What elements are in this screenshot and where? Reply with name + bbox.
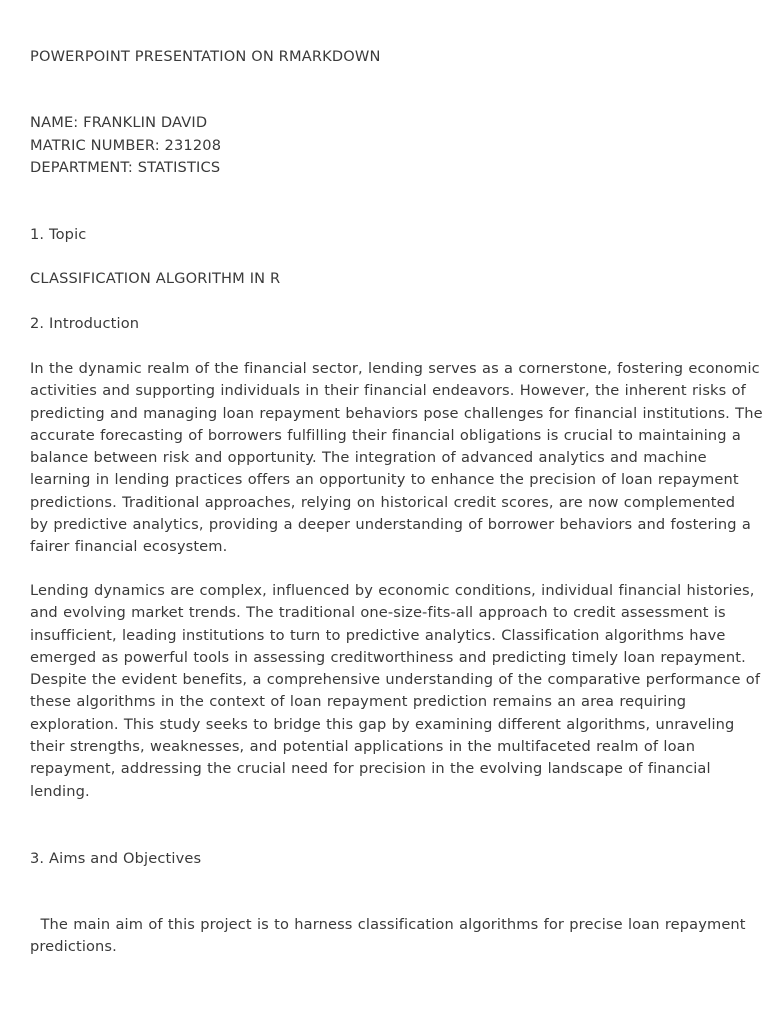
department: DEPARTMENT: STATISTICS [30,159,221,176]
paragraph-line: fairer financial ecosystem. [30,538,228,556]
paragraph-line: predictions. Traditional approaches, relying on historical credit scores, are now complemented [30,493,736,511]
matric-number: MATRIC NUMBER: 231208 [30,137,222,154]
paragraph-line: The main aim of this project is to harness classification algorithms for precise loan repayment [30,916,746,933]
paragraph-line: In the dynamic realm of the financial sector, lending serves as a cornerstone, fostering economic [30,360,760,377]
paragraph-line: exploration. This study seeks to bridge this gap by examining different algorithms, unraveling [30,715,735,733]
paragraph-line: learning in lending practices offers an opportunity to enhance the precision of loan repayment [30,471,739,489]
paragraph-line: insufficient, leading institutions to turn to predictive analytics. Classification algorithms have [30,626,726,644]
paragraph-line: their strengths, weaknesses, and potential applications in the multifaceted realm of loan [30,738,696,756]
student-name: NAME: FRANKLIN DAVID [30,114,208,131]
paragraph-line: Despite the evident benefits, a comprehensive understanding of the comparative performance of [30,671,761,689]
topic-text: CLASSIFICATION ALGORITHM IN R [30,270,281,287]
paragraph-line: Lending dynamics are complex, influenced by economic conditions, individual financial histories, [30,582,755,599]
paragraph-line: these algorithms in the context of loan repayment prediction remains an area requiring [30,693,687,711]
section-heading-aims: 3. Aims and Objectives [30,850,202,867]
document-title: POWERPOINT PRESENTATION ON RMARKDOWN [30,48,381,65]
aims-paragraph [30,914,746,959]
paragraph-line: and evolving market trends. The traditional one-size-fits-all approach to credit assessment is [30,604,726,622]
section-heading-topic: 1. Topic [30,226,87,243]
paragraph-line: accurate forecasting of borrowers fulfilling their financial obligations is crucial to maintaining a [30,426,741,444]
intro-paragraph-1 [30,358,763,559]
paragraph-line: repayment, addressing the crucial need for precision in the evolving landscape of financial [30,760,711,778]
paragraph-line: lending. [30,782,90,800]
section-heading-introduction: 2. Introduction [30,315,140,332]
paragraph-line: predicting and managing loan repayment behaviors pose challenges for financial institutions. The [30,404,763,422]
paragraph-line: by predictive analytics, providing a deeper understanding of borrower behaviors and fostering a [30,516,751,534]
paragraph-line: predictions. [30,938,117,956]
intro-paragraph-2 [30,580,761,803]
paragraph-line: emerged as powerful tools in assessing creditworthiness and predicting timely loan repayment. [30,648,746,666]
paragraph-line: activities and supporting individuals in their financial endeavors. However, the inherent risks of [30,382,746,400]
paragraph-line: balance between risk and opportunity. The integration of advanced analytics and machine [30,449,707,467]
